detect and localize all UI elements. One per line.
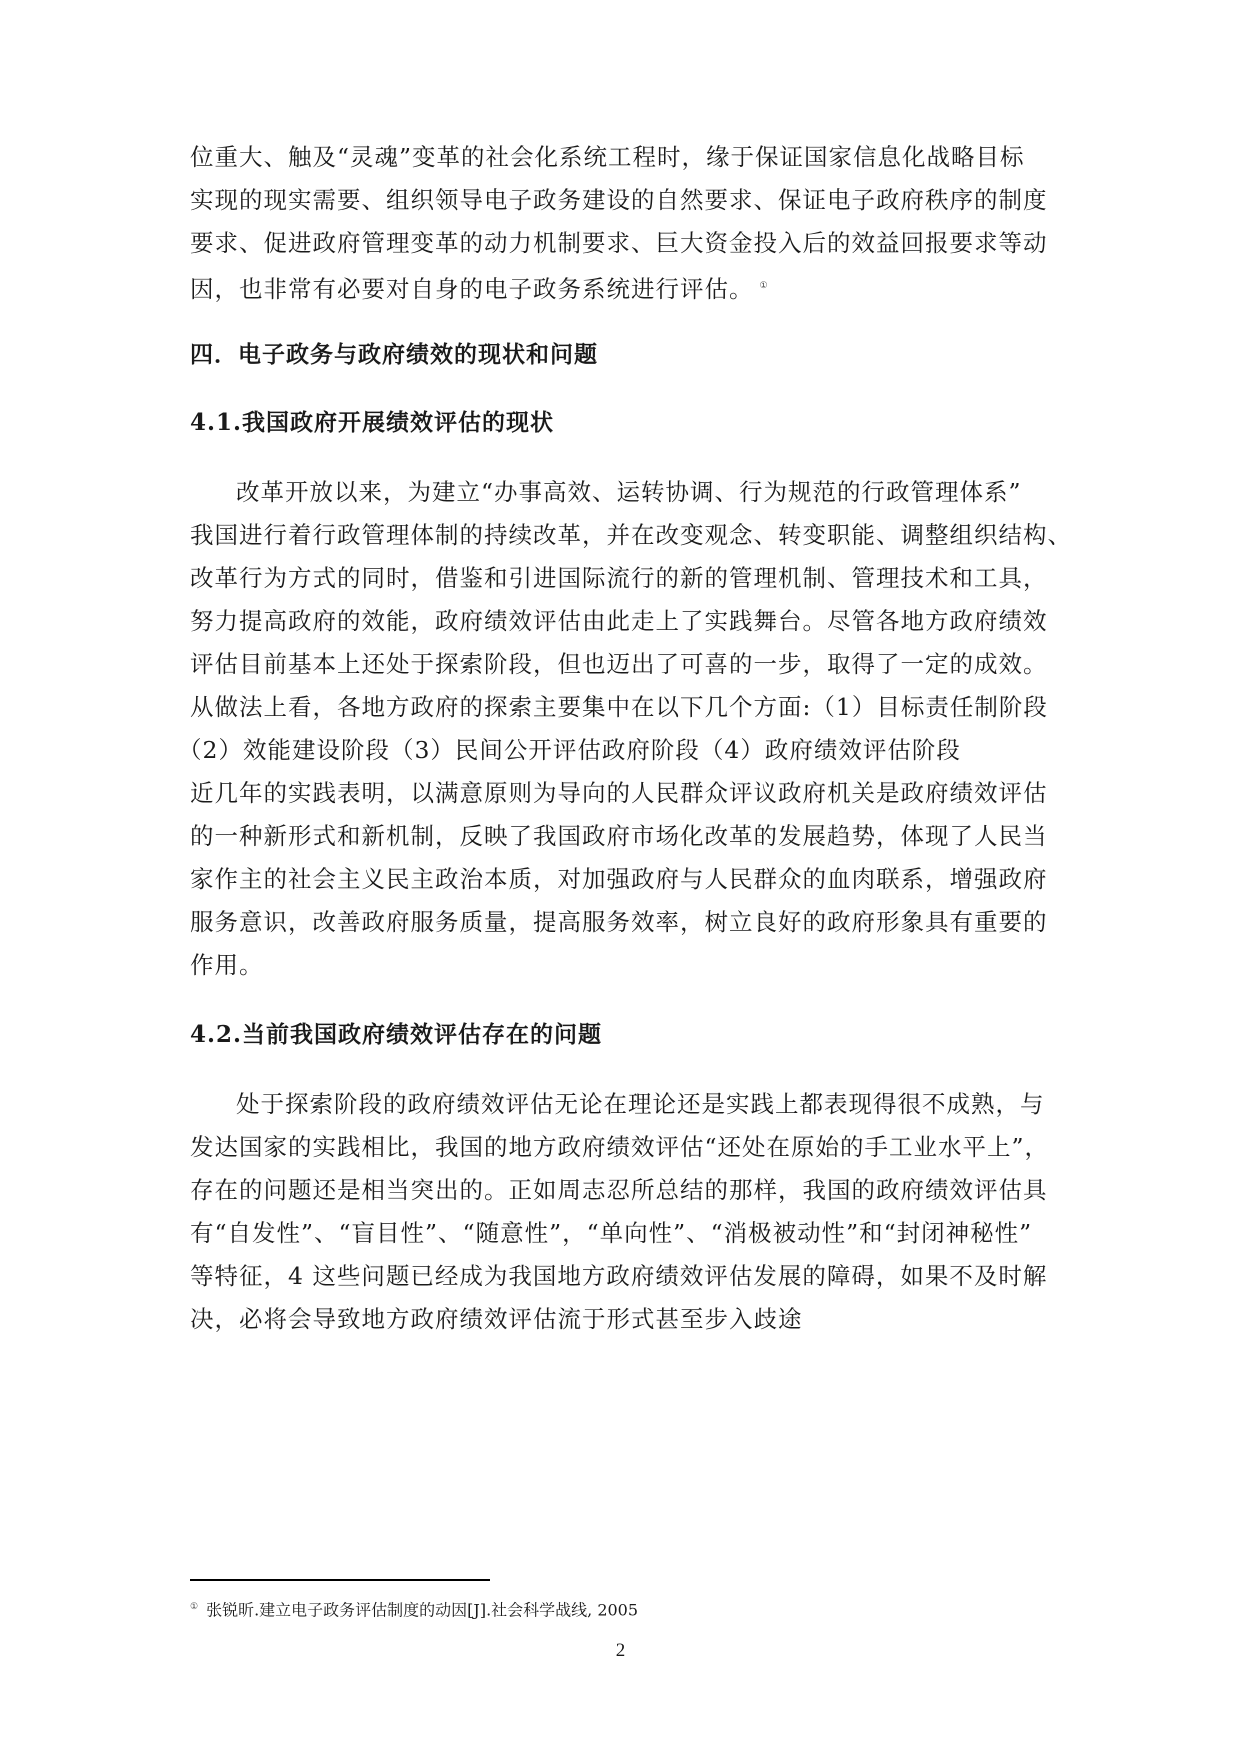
body-text-line: 位重大、触及“灵魂”变革的社会化系统工程时，缘于保证国家信息化战略目标 (190, 143, 1025, 171)
body-text-line: 要求、促进政府管理变革的动力机制要求、巨大资金投入后的效益回报要求等动 (190, 229, 1048, 257)
page-number: 2 (615, 1640, 626, 1661)
section-heading: 四．电子政务与政府绩效的现状和问题 (190, 341, 598, 368)
body-text-line: 作用。 (190, 951, 264, 979)
body-text-line: 我国进行着行政管理体制的持续改革，并在改变观念、转变职能、调整组织结构、 (190, 521, 1072, 549)
body-text-line: 实现的现实需要、组织领导电子政务建设的自然要求、保证电子政府秩序的制度 (190, 186, 1048, 214)
body-text-line: 改革行为方式的同时，借鉴和引进国际流行的新的管理机制、管理技术和工具， (190, 564, 1048, 592)
footnote-marker: ① (190, 1602, 199, 1612)
body-text-line-with-footnote (190, 271, 1070, 304)
body-text-line: 评估目前基本上还处于探索阶段，但也迈出了可喜的一步，取得了一定的成效。 (190, 650, 1048, 678)
body-text-line: 决，必将会导致地方政府绩效评估流于形式甚至步入歧途 (190, 1305, 803, 1333)
body-text-line: 有“自发性”、“盲目性”、“随意性”，“单向性”、“消极被动性”和“封闭神秘性” (190, 1219, 1033, 1247)
footnote-reference: ① (759, 281, 769, 291)
body-text-line: 处于探索阶段的政府绩效评估无论在理论还是实践上都表现得很不成熟，与 (236, 1090, 1045, 1118)
body-text-line: 努力提高政府的效能，政府绩效评估由此走上了实践舞台。尽管各地方政府绩效 (190, 607, 1048, 635)
body-text-line: 家作主的社会主义民主政治本质，对加强政府与人民群众的血肉联系，增强政府 (190, 865, 1048, 893)
footnote-text: 张锐昕.建立电子政务评估制度的动因[J].社会科学战线, 2005 (206, 1600, 639, 1620)
body-text-line: 从做法上看，各地方政府的探索主要集中在以下几个方面:（1）目标责任制阶段 (190, 693, 1048, 721)
body-text-line: 改革开放以来，为建立“办事高效、运转协调、行为规范的行政管理体系” (236, 478, 1022, 506)
footnote-separator (190, 1579, 490, 1581)
subsection-heading: 4.2.当前我国政府绩效评估存在的问题 (190, 1021, 603, 1048)
body-text-line: （2）效能建设阶段（3）民间公开评估政府阶段（4）政府绩效评估阶段 (178, 736, 961, 764)
body-text-line: 近几年的实践表明，以满意原则为导向的人民群众评议政府机关是政府绩效评估 (190, 779, 1048, 807)
body-text-line: 发达国家的实践相比，我国的地方政府绩效评估“还处在原始的手工业水平上”， (190, 1133, 1050, 1161)
body-text-line: 服务意识，改善政府服务质量，提高服务效率，树立良好的政府形象具有重要的 (190, 908, 1048, 936)
body-text: 因，也非常有必要对自身的电子政务系统进行评估。 (190, 274, 754, 303)
subsection-heading: 4.1.我国政府开展绩效评估的现状 (190, 409, 555, 436)
body-text-line: 等特征，4 这些问题已经成为我国地方政府绩效评估发展的障碍，如果不及时解 (190, 1262, 1048, 1290)
footnote (190, 1597, 638, 1620)
body-text-line: 的一种新形式和新机制，反映了我国政府市场化改革的发展趋势，体现了人民当 (190, 822, 1048, 850)
body-text-line: 存在的问题还是相当突出的。正如周志忍所总结的那样，我国的政府绩效评估具 (190, 1176, 1048, 1204)
